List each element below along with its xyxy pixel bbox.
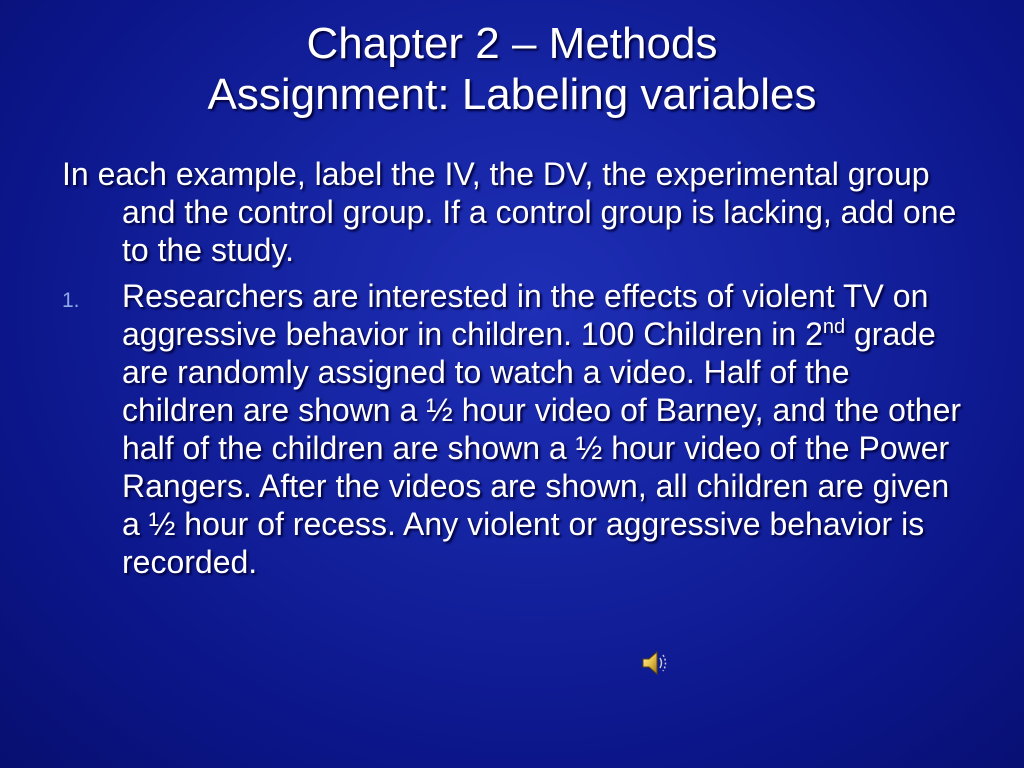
item-superscript: nd: [822, 316, 846, 338]
item-text-part1: Researchers are interested in the effects of violent TV on aggressive behavior in children. 100 Children in 2: [122, 278, 929, 352]
slide-body: [62, 155, 962, 581]
list-item: [62, 277, 962, 581]
slide-title: [40, 18, 984, 120]
list-item-text: [122, 277, 962, 581]
item-text-part2: grade are randomly assigned to watch a video. Half of the children are shown a ½ hour video of Barney, and the other half of the children are shown a ½ hour video of the Power Rangers. After the videos are shown, all children are given a ½ hour of recess. Any violent or aggressive behavior is recorded.: [122, 316, 962, 580]
slide-title-line2: Assignment: Labeling variables: [207, 70, 817, 119]
slide-title-line1: Chapter 2 – Methods: [306, 19, 718, 68]
list-item-number: 1.: [62, 289, 80, 312]
intro-paragraph: In each example, label the IV, the DV, the experimental group and the control group. If a control group is lacking, add one to the study.: [62, 156, 957, 268]
speaker-icon[interactable]: [640, 648, 670, 678]
